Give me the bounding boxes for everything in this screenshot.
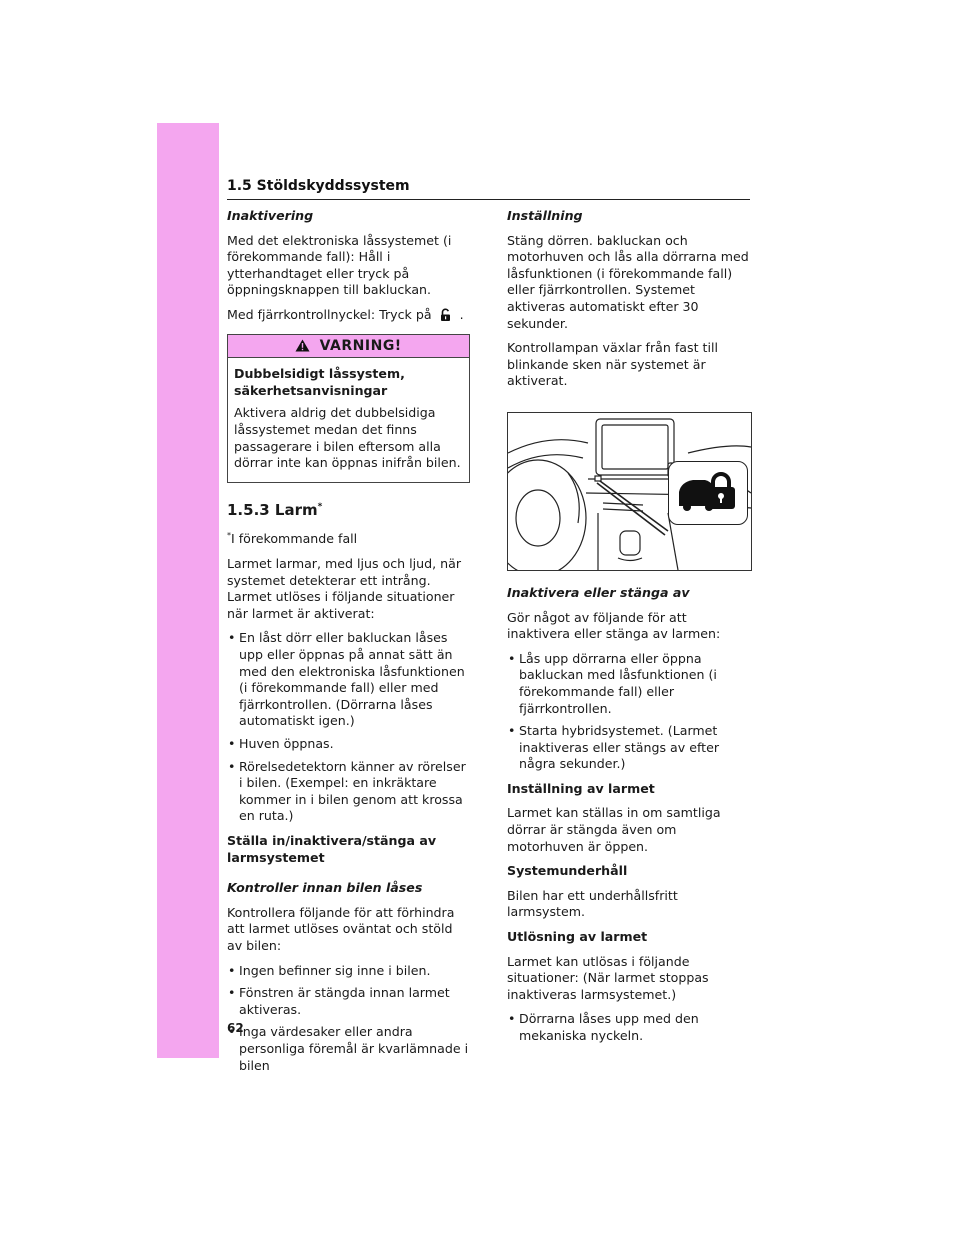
setting-paragraph-2: Kontrollampan växlar från fast till blinkande sken när systemet är aktiverat. <box>507 340 718 389</box>
warning-triangle-icon <box>295 339 310 352</box>
right-column <box>507 208 750 1053</box>
alarm-heading-sup: * <box>317 501 323 512</box>
inactivation-title: Inaktivering <box>227 208 314 223</box>
car-lock-indicator-icon <box>668 461 748 525</box>
trigger-title: Utlösning av larmet <box>507 929 648 945</box>
left-column <box>227 208 470 1082</box>
check-list <box>227 963 470 1075</box>
list-item: • Huven öppnas. <box>227 736 470 753</box>
alarm-intro: Larmet larmar, med ljus och ljud, när systemet detekterar ett intrång. Larmet utlöses i följande situationer när larmet är aktiverat: <box>227 556 462 621</box>
list-item: • Lås upp dörrarna eller öppna bakluckan med låsfunktionen (i förekommande fall) eller fjärrkontrollen. <box>507 651 750 717</box>
section-header: 1.5 Stöldskyddssystem <box>227 178 750 200</box>
list-item: • Dörrarna låses upp med den mekaniska nyckeln. <box>507 1011 750 1044</box>
list-item: • Inga värdesaker eller andra personliga föremål är kvarlämnade i bilen <box>227 1024 470 1074</box>
footnote-text: I förekommande fall <box>231 531 358 547</box>
warning-body <box>228 358 469 482</box>
list-item: • Ingen befinner sig inne i bilen. <box>227 963 470 980</box>
list-item: • Fönstren är stängda innan larmet aktiveras. <box>227 985 470 1018</box>
side-tab-band <box>157 123 219 1058</box>
setting-alarm-title: Inställning av larmet <box>507 780 655 796</box>
warning-title: Dubbelsidigt låssystem, säkerhetsanvisningar <box>234 366 405 398</box>
deactivate-intro: Gör något av följande för att inaktivera eller stänga av larmen: <box>507 609 721 642</box>
alarm-heading <box>227 499 470 519</box>
warning-label: VARNING! <box>319 337 402 354</box>
list-item: • Rörelsedetektorn känner av rörelser i bilen. (Exempel: en inkräktare kommer in i bilen genom att krossa en ruta.) <box>227 759 470 825</box>
maintenance-title: Systemunderhåll <box>507 863 628 879</box>
unlock-icon <box>439 308 453 322</box>
deactivate-list <box>507 651 750 773</box>
footnote-sup: * <box>227 531 231 541</box>
deactivate-title: Inaktivera eller stänga av <box>507 584 690 600</box>
setting-alarm-text: Larmet kan ställas in om samtliga dörrar är stängda även om motorhuven är öppen. <box>507 805 721 854</box>
warning-box <box>227 334 470 483</box>
check-title: Kontroller innan bilen låses <box>227 880 423 896</box>
footnote <box>227 528 470 548</box>
inactivation-paragraph-1: Med det elektroniska låssystemet (i förekommande fall): Håll i ytterhandtaget eller tryck på öppningsknappen till bakluckan. <box>227 232 452 298</box>
list-item: • En låst dörr eller bakluckan låses upp eller öppnas på annat sätt än med den elektroniska låsfunktionen (i förekommande fall) eller med fjärrkontrollen. (Dörrarna låses automatiskt igen.) <box>227 630 470 730</box>
maintenance-text: Bilen har ett underhållsfritt larmsystem. <box>507 887 678 920</box>
page-number: 62 <box>227 1021 244 1035</box>
alarm-list <box>227 630 470 825</box>
inactivation-paragraph-2 <box>227 307 470 324</box>
setup-title: Ställa in/inaktivera/stänga av larmsystemet <box>227 833 437 865</box>
inactivation-p2-suffix: . <box>459 306 464 322</box>
warning-header <box>228 335 469 359</box>
list-item: • Starta hybridsystemet. (Larmet inaktiveras eller stängs av efter några sekunder.) <box>507 723 750 773</box>
check-intro: Kontrollera följande för att förhindra att larmet utlöses oväntat och stöld av bilen: <box>227 904 455 953</box>
trigger-text: Larmet kan utlösas i följande situationer: (När larmet stoppas inaktiveras larmsystemet.) <box>507 953 709 1002</box>
setting-paragraph-1: Stäng dörren. bakluckan och motorhuven och lås alla dörrarna med låsfunktionen (i förekommande fall) eller fjärrkontrollen. Systemet aktiveras automatiskt efter 30 sekunder. <box>507 232 749 331</box>
inactivation-p2-prefix: Med fjärrkontrollnyckel: Tryck på <box>227 306 432 322</box>
trigger-list <box>507 1011 750 1044</box>
warning-text: Aktivera aldrig det dubbelsidiga låssystemet medan det finns passagerare i bilen eftersom alla dörrar inte kan öppnas inifrån bilen. <box>234 405 461 471</box>
setting-title: Inställning <box>507 208 583 223</box>
alarm-heading-text: 1.5.3 Larm <box>227 500 318 519</box>
